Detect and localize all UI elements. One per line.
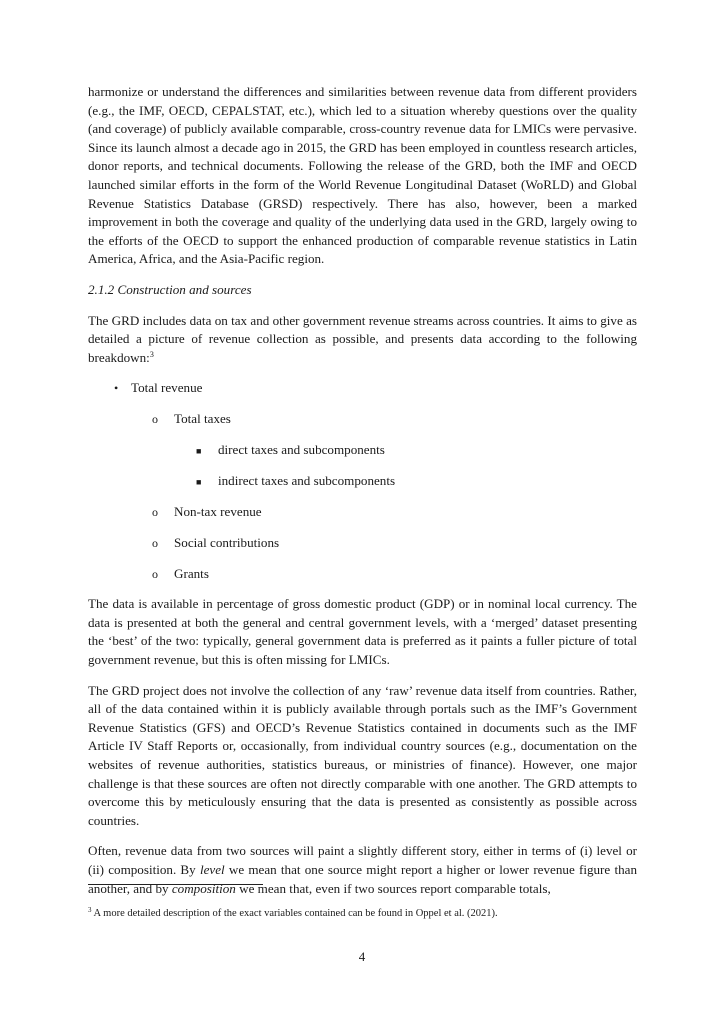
list-item-label: indirect taxes and subcomponents: [218, 472, 396, 488]
list-item-label: Grants: [174, 565, 209, 581]
list-item-label: Total revenue: [131, 380, 203, 396]
circle-bullet-icon: o: [152, 535, 158, 550]
list-item-label: direct taxes and subcomponents: [218, 442, 385, 458]
circle-bullet-icon: o: [152, 412, 158, 427]
footnote-text: A more detailed description of the exact variables contained can be found in Oppel et al. (2021).: [91, 908, 498, 919]
circle-bullet-icon: o: [152, 504, 158, 519]
square-bullet-icon: ■: [196, 476, 202, 487]
list-item: [88, 565, 637, 584]
paragraph-level-composition: [88, 842, 637, 898]
square-bullet-icon: ■: [196, 446, 202, 457]
list-item: [88, 410, 637, 429]
text-run: we mean that, even if two sources report comparable totals,: [235, 880, 551, 896]
list-item: [88, 503, 637, 522]
footnote: [88, 908, 637, 919]
page-number: 4: [358, 949, 366, 964]
footnote-divider: [88, 884, 263, 885]
text-run: Often, revenue data from two sources will paint a slightly different story, either in terms of (i) level or (ii) composition. By: [88, 843, 637, 877]
paragraph-construction-text: The GRD includes data on tax and other government revenue streams across countries. It aims to give as detailed a picture of revenue collection as possible, and presents data according to the following breakdown:: [88, 312, 637, 365]
list-item-label: Non-tax revenue: [174, 503, 262, 519]
paragraph-intro: harmonize or understand the differences and similarities between revenue data from different providers (e.g., the IMF, OECD, CEPALSTAT, etc.), which led to a situation whereby questions over the quality (and coverage) of publicly available comparable, cross-country revenue data for LMICs were pervasive. Since its launch almost a decade ago in 2015, the GRD has been employed in countless research articles, donor reports, and technical documents. Following the release of the GRD, both the IMF and OECD launched similar efforts in the form of the World Revenue Longitudinal Dataset (WoRLD) and Global Revenue Statistics Database (GRSD) respectively. There has also, however, been a marked improvement in both the coverage and quality of the underlying data used in the GRD, largely owing to the efforts of the OECD to support the enhanced production of comparable revenue statistics in Latin America, Africa, and the Asia-Pacific region.: [88, 84, 637, 267]
list-item: [88, 472, 637, 491]
list-item: [88, 379, 637, 398]
section-heading: 2.1.2 Construction and sources: [88, 281, 252, 297]
text-run: we mean that one source might report a higher or lower revenue figure than another, and by: [88, 861, 637, 896]
paragraph-construction: [88, 312, 637, 368]
footnote-number: 3: [88, 906, 92, 914]
paragraph-data-availability: The data is available in percentage of gross domestic product (GDP) or in nominal local currency. The data is presented at both the general and central government levels, with a ‘merged’ dataset presenting the ‘best’ of the two: typically, general government data is preferred as it paints a fuller picture of total government revenue, but this is often missing for LMICs.: [88, 596, 637, 668]
bullet-icon: •: [114, 381, 119, 396]
circle-bullet-icon: o: [152, 566, 158, 581]
breakdown-list: [88, 379, 637, 583]
paragraph-sources: The GRD project does not involve the collection of any ‘raw’ revenue data itself from countries. Rather, all of the data contained within it is publicly available through portals such as the IMF’s Government Revenue Statistics (GFS) and OECD’s Revenue Statistics contained in documents such as the IMF Article IV Staff Reports or, occasionally, from individual country sources (e.g., documentation on the websites of revenue authorities, statistics bureaus, or ministries of finance). However, one major challenge is that these sources are often not directly comparable with one another. The GRD attempts to overcome this by meticulously ensuring that the data is presented as consistently as possible across countries.: [88, 682, 637, 828]
emphasis-composition: composition: [171, 880, 236, 896]
footnote-ref: 3: [149, 349, 154, 359]
list-item-label: Social contributions: [174, 534, 280, 550]
page-body: [88, 83, 637, 910]
list-item-label: Total taxes: [174, 411, 231, 427]
emphasis-level: level: [199, 861, 225, 877]
list-item: [88, 534, 637, 553]
list-item: [88, 441, 637, 460]
